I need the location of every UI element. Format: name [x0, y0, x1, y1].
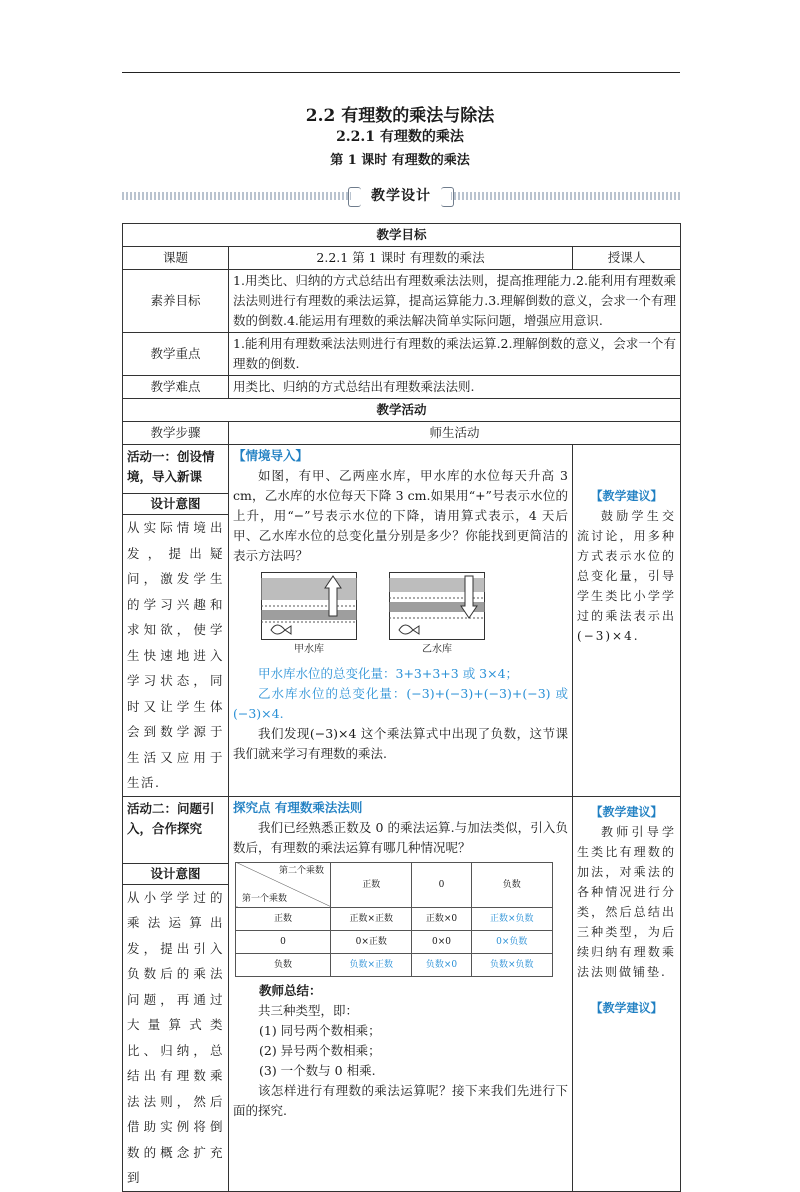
case-cell: 0×正数 — [331, 930, 412, 953]
reservoir-b — [389, 572, 485, 660]
difficulty-label: 教学难点 — [123, 376, 229, 399]
row-header: 0 — [236, 930, 331, 953]
case-cell: 正数×0 — [412, 907, 471, 930]
summary-item: (2) 异号两个数相乘； — [259, 1042, 381, 1058]
difficulty-text: 用类比、归纳的方式总结出有理数乘法法则. — [229, 376, 681, 399]
activity2-suggestion-text: 教师引导学生类比有理数的加法，对乘法的各种情况进行分类，然后总结出三种类型，为后续归纳有理数乘法法则做铺垫. — [577, 824, 677, 979]
activity1-section-title: 【情境导入】 — [233, 448, 309, 463]
activity2-paragraph2: 该怎样进行有理数的乘法运算呢？接下来我们先进行下面的探究. — [233, 1082, 568, 1118]
activity2-suggestion-title-2: 【教学建议】 — [590, 1000, 663, 1015]
corner-bottom: 第一个乘数 — [242, 893, 288, 904]
teaching-design-banner — [122, 183, 680, 209]
case-cell: 0×负数 — [471, 930, 553, 953]
section-title: 2.2.1 有理数的乘法 — [336, 129, 464, 145]
corner-top: 第二个乘数 — [278, 865, 324, 876]
literacy-label: 素养目标 — [123, 270, 229, 333]
col-header: 负数 — [471, 862, 553, 907]
banner-label: 教学设计 — [351, 183, 451, 209]
case-cell: 正数×正数 — [331, 907, 412, 930]
lesson-title: 第 1 课时 有理数的乘法 — [330, 153, 470, 168]
activity1-suggestion — [573, 445, 681, 797]
col-header: 正数 — [331, 862, 412, 907]
case-cell: 正数×负数 — [471, 907, 553, 930]
cases-corner — [236, 862, 331, 907]
reservoir-b-figure — [389, 572, 485, 640]
key-points-text: 1.能利用有理数乘法法则进行有理数的乘法运算.2.理解倒数的意义，会求一个有理数的倒数. — [229, 333, 681, 376]
activity1-answer-b: 乙水库水位的总变化量：(−3)+(−3)+(−3)+(−3) 或 (−3)×4. — [233, 686, 568, 721]
steps-label: 教学步骤 — [123, 422, 229, 445]
teacher-label: 授课人 — [573, 247, 681, 270]
activity1-suggestion-title: 【教学建议】 — [590, 489, 663, 503]
teacher-student-label: 师生活动 — [229, 422, 681, 445]
summary-list — [233, 1021, 568, 1081]
activity1-intent-label: 设计意图 — [123, 494, 228, 515]
activity1-name: 活动一：创设情境，导入新课 — [123, 445, 228, 494]
activity1-answer-a: 甲水库水位的总变化量：3+3+3+3 或 3×4； — [258, 666, 519, 681]
reservoir-diagram — [261, 572, 568, 660]
teacher-summary-title: 教师总结： — [259, 982, 322, 998]
lesson-plan-table — [122, 223, 681, 1192]
page-title: 2.2 有理数的乘法与除法 — [305, 106, 495, 126]
activity2-paragraph1: 我们已经熟悉正数及 0 的乘法运算.与加法类似，引入负数后，有理数的乘法运算有哪几种情况呢？ — [233, 819, 568, 855]
case-cell: 负数×负数 — [471, 953, 553, 976]
activity2-name: 活动二：问题引入，合作探究 — [123, 797, 228, 864]
col-header: 0 — [412, 862, 471, 907]
case-cell: 负数×正数 — [331, 953, 412, 976]
activity2-intent-label: 设计意图 — [123, 864, 228, 885]
reservoir-b-label: 乙水库 — [422, 644, 452, 655]
activity1-paragraph1: 如图，有甲、乙两座水库，甲水库的水位每天升高 3 cm，乙水库的水位每天下降 3 cm.如果用“+”号表示水位的上升，用“−”号表示水位的下降，请用算式表示，4 天后甲、乙水库水位的总变化量分别是多少？你能找到更简洁的表示方法吗？ — [233, 468, 568, 563]
top-rule — [122, 72, 680, 73]
activity2-intent-text: 从小学学过的乘法运算出发，提出引入负数后的乘法问题，再通过大量算式类比、归纳，总结出有理数乘法法则，然后借助实例将倒数的概念扩充到 — [127, 889, 224, 1185]
topic-value: 2.2.1 第 1 课时 有理数的乘法 — [229, 247, 573, 270]
activity2-suggestion-title: 【教学建议】 — [590, 804, 663, 819]
goals-header: 教学目标 — [123, 224, 681, 247]
summary-item: (1) 同号两个数相乘； — [259, 1022, 381, 1038]
row-header: 负数 — [236, 953, 331, 976]
activity1-suggestion-text: 鼓励学生交流讨论，用多种方式表示水位的总变化量，引导学生类比小学学过的乘法表示出(−3)×4. — [577, 509, 677, 643]
activity2-section-title: 探究点 有理数乘法法则 — [233, 799, 363, 815]
row-header: 正数 — [236, 907, 331, 930]
key-points-label: 教学重点 — [123, 333, 229, 376]
summary-item: (3) 一个数与 0 相乘. — [259, 1062, 376, 1078]
reservoir-a-label: 甲水库 — [294, 644, 324, 655]
reservoir-a — [261, 572, 357, 660]
case-cell: 负数×0 — [412, 953, 471, 976]
activity1-intent-text: 从实际情境出发，提出疑问，激发学生的学习兴趣和求知欲，使学生快速地进入学习状态，同时又让学生体会到数学源于生活又应用于生活. — [127, 520, 224, 790]
topic-label: 课题 — [123, 247, 229, 270]
reservoir-a-figure — [261, 572, 357, 640]
multiplication-cases-table — [235, 862, 553, 977]
activity1-content — [229, 445, 573, 797]
case-cell: 0×0 — [412, 930, 471, 953]
activity1-paragraph2: 我们发现(−3)×4 这个乘法算式中出现了负数，这节课我们就来学习有理数的乘法. — [233, 726, 568, 761]
literacy-text: 1.用类比、归纳的方式总结出有理数乘法法则，提高推理能力.2.能利用有理数乘法法则进行有理数的乘法运算，提高运算能力.3.理解倒数的意义，会求一个有理数的倒数.4.能运用有理数的乘法解决简单实际问题，增强应用意识. — [229, 270, 681, 333]
teacher-summary-intro: 共三种类型，即： — [258, 1002, 359, 1018]
activity-header: 教学活动 — [123, 399, 681, 422]
